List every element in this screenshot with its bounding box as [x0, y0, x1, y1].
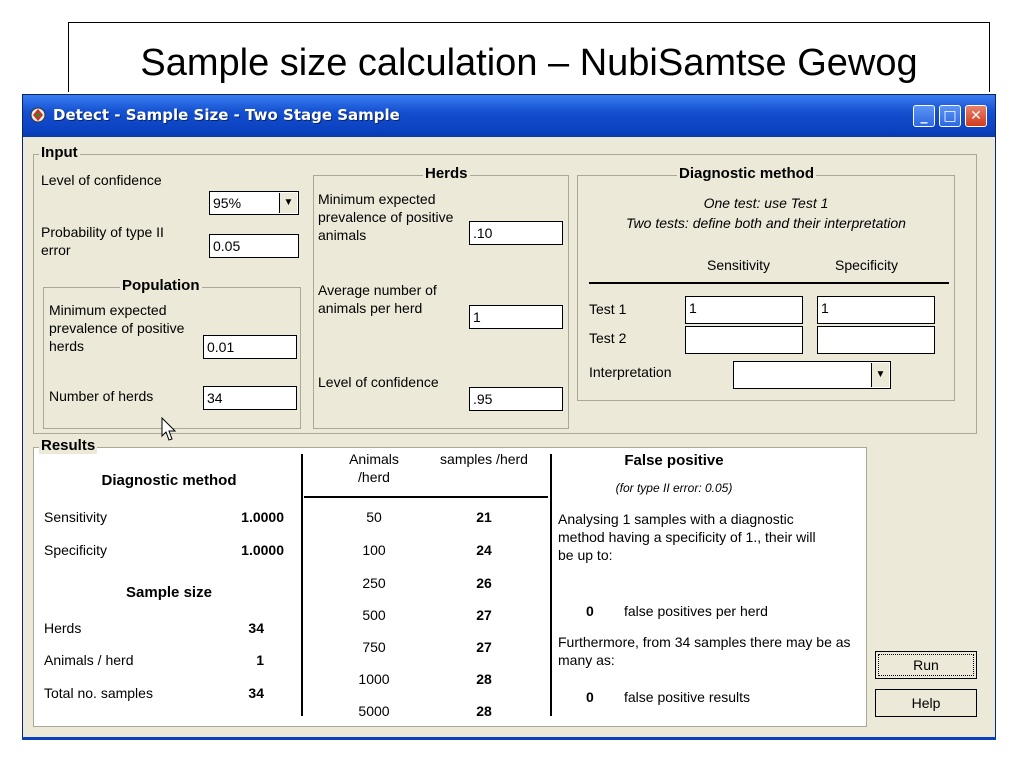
confidence-label: Level of confidence [41, 172, 162, 188]
minimize-icon: _ [920, 108, 928, 124]
test1-sensitivity-input[interactable]: 1 [685, 296, 803, 324]
table-samples-cell: 27 [476, 639, 492, 655]
false-positive-subtitle: (for type II error: 0.05) [615, 481, 733, 495]
table-animals-cell: 500 [362, 607, 386, 623]
table-animals-cell: 750 [362, 639, 386, 655]
table-header-divider [304, 496, 548, 498]
diagnostic-divider [589, 282, 949, 284]
chevron-down-icon[interactable]: ▼ [871, 363, 889, 387]
close-icon: ✕ [970, 108, 982, 124]
type2-label: Probability of type II error [41, 224, 164, 258]
results-legend: Results [41, 437, 96, 454]
results-animals-per-herd-value: 1 [256, 652, 264, 668]
herds-confidence-input[interactable]: .95 [469, 387, 563, 411]
specificity-header: Specificity [835, 257, 899, 273]
table-animals-cell: 5000 [358, 703, 390, 719]
false-positive-count-one-label: false positives per herd [624, 603, 768, 619]
results-diag-title: Diagnostic method [101, 472, 237, 489]
mouse-cursor-icon [161, 417, 179, 443]
false-positive-count-two-label: false positive results [624, 689, 751, 705]
herds-legend: Herds [425, 165, 468, 182]
results-sensitivity-label: Sensitivity [44, 509, 108, 525]
results-specificity-label: Specificity [44, 542, 108, 558]
title-bar[interactable] [23, 95, 995, 137]
results-herds-value: 34 [248, 620, 264, 636]
table-samples-cell: 28 [476, 671, 492, 687]
average-animals-label: Average number of animals per herd [318, 282, 437, 316]
interpretation-label: Interpretation [589, 364, 672, 380]
confidence-select[interactable] [209, 191, 299, 215]
test1-label: Test 1 [589, 301, 627, 317]
window-bottom-edge [22, 737, 996, 740]
table-animals-cell: 250 [362, 575, 386, 591]
confidence-value: 95% [213, 195, 242, 211]
false-positive-count-one: 0 [586, 603, 594, 619]
results-panel [33, 447, 867, 727]
herds-prevalence-label: Minimum expected prevalence of positive animals [318, 191, 454, 243]
herds-prevalence-input[interactable]: .10 [469, 221, 563, 245]
test2-label: Test 2 [589, 330, 627, 346]
help-button[interactable]: Help [875, 689, 977, 717]
type2-input[interactable]: 0.05 [209, 234, 299, 258]
diagnostic-note-one: One test: use Test 1 [703, 195, 829, 211]
average-animals-input[interactable]: 1 [469, 305, 563, 329]
close-button[interactable] [965, 105, 987, 127]
test2-specificity-input[interactable] [817, 326, 935, 354]
maximize-button[interactable] [939, 105, 961, 127]
population-prevalence-input[interactable]: 0.01 [203, 335, 297, 359]
window-title: Detect - Sample Size - Two Stage Sample [53, 106, 400, 124]
results-size-title: Sample size [126, 584, 212, 601]
input-legend: Input [41, 144, 78, 161]
table-samples-cell: 28 [476, 703, 492, 719]
herds-confidence-label: Level of confidence [318, 374, 439, 390]
results-herds-label: Herds [44, 620, 82, 636]
maximize-icon: □ [943, 108, 957, 124]
table-animals-cell: 50 [366, 509, 382, 525]
minimize-button[interactable] [913, 105, 935, 127]
table-animals-cell: 100 [362, 542, 386, 558]
table-animals-cell: 1000 [358, 671, 390, 687]
sensitivity-header: Sensitivity [707, 257, 771, 273]
diagnostic-note-two: Two tests: define both and their interpretation [626, 215, 906, 231]
results-total-samples-label: Total no. samples [44, 685, 153, 701]
table-animals-header: Animals /herd [349, 451, 399, 485]
test2-sensitivity-input[interactable] [685, 326, 803, 354]
results-animals-per-herd-label: Animals / herd [44, 652, 134, 668]
table-samples-cell: 21 [476, 509, 492, 525]
test1-specificity-input[interactable]: 1 [817, 296, 935, 324]
table-samples-cell: 27 [476, 607, 492, 623]
run-button[interactable]: Run [875, 651, 977, 679]
false-positive-text-two: Furthermore, from 34 samples there may be as many as: [558, 634, 851, 668]
results-divider-right [550, 454, 552, 716]
population-legend: Population [122, 277, 200, 294]
table-samples-header: samples /herd [440, 451, 528, 467]
interpretation-select[interactable] [733, 361, 891, 389]
results-sensitivity-value: 1.0000 [241, 509, 284, 525]
number-of-herds-label: Number of herds [49, 388, 154, 404]
number-of-herds-input[interactable]: 34 [203, 386, 297, 410]
table-samples-cell: 26 [476, 575, 492, 591]
population-prevalence-label: Minimum expected prevalence of positive herds [49, 302, 185, 354]
detect-window [22, 94, 996, 740]
false-positive-count-two: 0 [586, 689, 594, 705]
results-divider-left [301, 454, 303, 716]
false-positive-text-one: Analysing 1 samples with a diagnostic method having a specificity of 1., their will be up to: [558, 511, 816, 563]
diagnostic-legend: Diagnostic method [679, 165, 815, 182]
results-total-samples-value: 34 [248, 685, 264, 701]
false-positive-title: False positive [624, 452, 724, 469]
slide-title: Sample size calculation – NubiSamtse Gewog [68, 22, 990, 92]
app-icon [29, 106, 47, 124]
table-samples-cell: 24 [476, 542, 492, 558]
results-specificity-value: 1.0000 [241, 542, 284, 558]
chevron-down-icon[interactable]: ▼ [279, 193, 297, 213]
